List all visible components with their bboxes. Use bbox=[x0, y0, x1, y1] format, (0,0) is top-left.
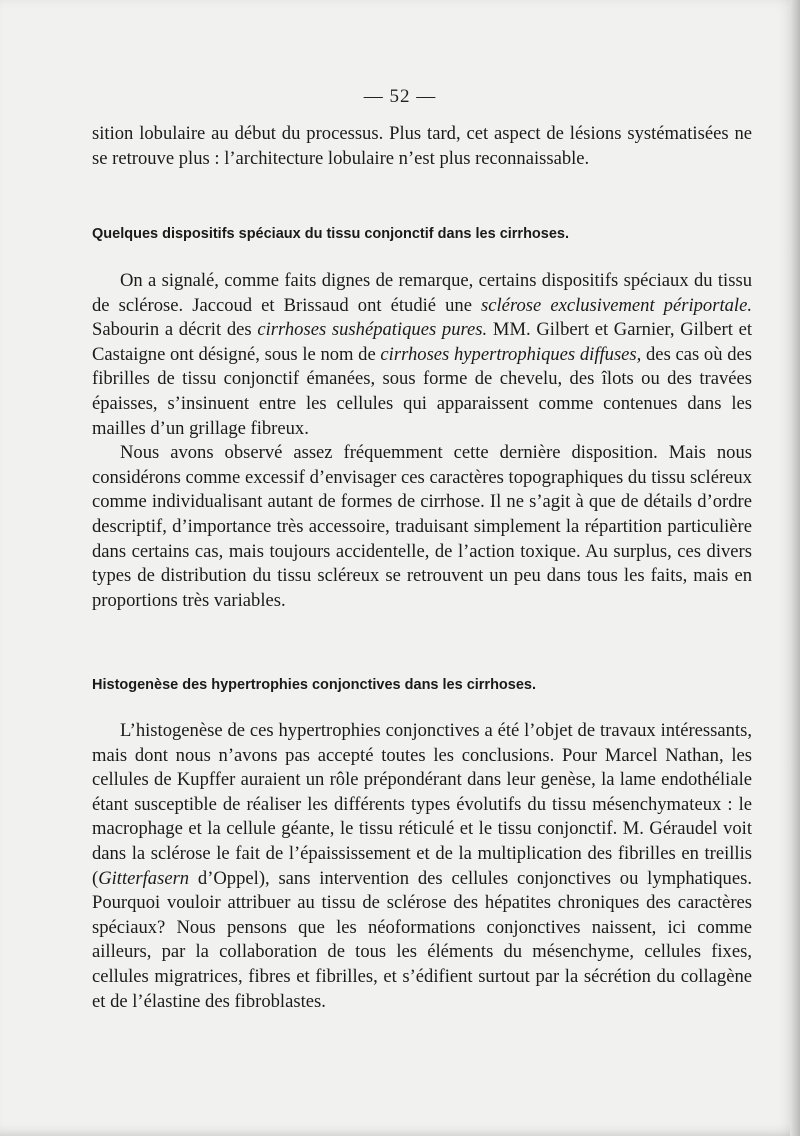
paragraph-4 bbox=[92, 719, 752, 1014]
paragraph-4-text bbox=[92, 719, 752, 1014]
page-number: — 52 — bbox=[363, 86, 437, 107]
p4-italic-gitterfasern: Gitterfasern bbox=[98, 867, 190, 889]
paragraph-3-text: Nous avons observé assez fréquemment cette dernière disposition. Mais nous considérons comme excessif d’envisager ces caractères topographiques du tissu scléreux comme individualisant autant de formes de cirrhose. Il ne s’agit à que de détails d’ordre descriptif, d’importance très accessoire, traduisant simplement la répartition particulière dans certains cas, mais toujours accidentelle, de l’action toxique. Au surplus, ces divers types de distribution du tissu scléreux se retrouvent un peu dans tous les faits, mais en proportions très variables. bbox=[92, 442, 752, 611]
p2-italic-cirrhoses-sushepatiques: cirrhoses sushépatiques pures. bbox=[257, 319, 488, 341]
paragraph-1-text: sition lobulaire au début du processus. Plus tard, cet aspect de lésions systématisées ne se retrouve plus : l’architecture lobulaire n’est plus reconnaissable. bbox=[92, 123, 752, 169]
section-heading-dispositifs: Quelques dispositifs spéciaux du tissu conjonctif dans les cirrhoses. bbox=[92, 226, 570, 242]
p2-italic-sclerose: sclérose exclusivement périportale. bbox=[481, 294, 752, 316]
paragraph-2-text bbox=[92, 269, 752, 441]
p2-text-c: Sabourin a décrit des bbox=[92, 319, 258, 341]
p2-text-g: des cas où des fibrilles de tissu conjonctif émanées, sous forme de chevelu, des îlots ou des travées épaisses, s’insinuent entre les cellules qui apparaissent comme contenues dans les mailles d’un grillage fibreux. bbox=[92, 343, 752, 439]
p4-text-a: L’histogenèse de ces hypertrophies conjonctives a été l’objet de travaux intéressants, mais dont nous n’avons pas accepté toutes les conclusions. Pour Marcel Nathan, les cellules de Kupffer auraient un rôle prépondérant dans leur genèse, la lame endothéliale étant susceptible de réaliser les différents types évolutifs du tissu mésenchymateux : le macrophage et la cellule géante, le tissu réticulé et le tissu conjonctif. M. Géraudel voit dans la sclérose le fait de l’épaississement et de la multiplication des fibrilles en treillis ( bbox=[92, 720, 752, 889]
p2-italic-cirrhoses-hypertrophiques: cirrhoses hypertrophiques diffuses, bbox=[380, 343, 642, 365]
paragraph-1 bbox=[92, 122, 752, 171]
p2-text-e: MM. Gilbert et Garnier, Gilbert et Castaigne ont désigné, sous le nom de bbox=[92, 319, 752, 365]
p4-text-c: d’Oppel), sans intervention des cellules conjonctives ou lymphatiques. Pourquoi vouloir attribuer au tissu de sclérose des hépatites chroniques des caractères spéciaux? Nous pensons que les néoformations conjonctives naissent, ici comme ailleurs, par la collaboration de tous les éléments du mésenchyme, cellules fixes, cellules migratrices, fibres et fibrilles, et s’édifient surtout par la sécrétion du collagène et de l’élastine des fibroblastes. bbox=[92, 867, 752, 1012]
page-edge-shadow bbox=[790, 0, 800, 1136]
paragraph-2 bbox=[92, 269, 752, 613]
p2-text-a: On a signalé, comme faits dignes de remarque, certains dispositifs spéciaux du tissu de sclérose. Jaccoud et Brissaud ont étudié une bbox=[92, 270, 752, 316]
section-heading-histogenese: Histogenèse des hypertrophies conjonctives dans les cirrhoses. bbox=[92, 677, 537, 693]
